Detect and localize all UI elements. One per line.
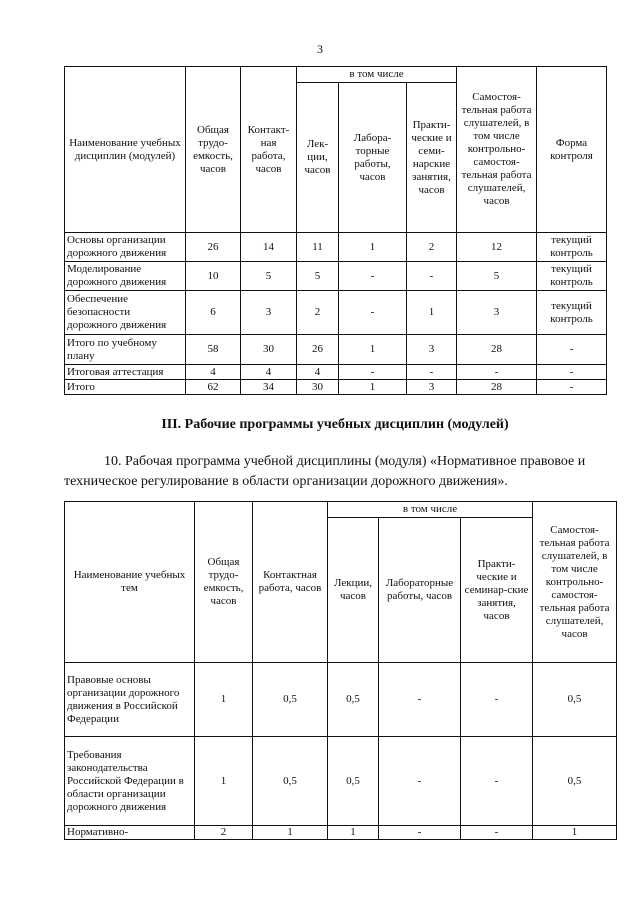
table-row [65, 663, 617, 737]
row-practice: - [461, 737, 533, 826]
row-lab: - [339, 291, 407, 335]
header-total: Общая трудо-емкость, часов [186, 67, 241, 233]
row-lectures: 26 [297, 335, 339, 365]
row-name: Правовые основы организации дорожного движения в Российской Федерации [65, 663, 195, 737]
row-self: 28 [457, 380, 537, 395]
header-lab: Лабораторные работы, часов [379, 518, 461, 663]
header-lectures: Лек-ции, часов [297, 83, 339, 233]
row-contact: 34 [241, 380, 297, 395]
row-practice: 3 [407, 380, 457, 395]
table-row [65, 380, 607, 395]
row-lectures: 2 [297, 291, 339, 335]
table-row [65, 737, 617, 826]
row-lab: - [339, 262, 407, 291]
row-self: 3 [457, 291, 537, 335]
row-self: 5 [457, 262, 537, 291]
table-row [65, 335, 607, 365]
row-total: 4 [186, 365, 241, 380]
row-total: 6 [186, 291, 241, 335]
header-practice: Практи-ческие и семинар-ские занятия, часов [461, 518, 533, 663]
row-contact: 4 [241, 365, 297, 380]
header-contact: Контактная работа, часов [253, 502, 328, 663]
row-lab: 1 [339, 380, 407, 395]
row-contact: 0,5 [253, 663, 328, 737]
table-row [65, 262, 607, 291]
header-incl: в том числе [297, 67, 457, 83]
row-total: 26 [186, 233, 241, 262]
row-total: 58 [186, 335, 241, 365]
header-self: Самостоя-тельная работа слушателей, в том числе контрольно-самостоя-тельная работа слушателей, часов [457, 67, 537, 233]
row-lab: 1 [339, 233, 407, 262]
row-practice: 1 [407, 291, 457, 335]
header-incl: в том числе [328, 502, 533, 518]
row-contact: 30 [241, 335, 297, 365]
row-lectures: 0,5 [328, 663, 379, 737]
section-title: III. Рабочие программы учебных дисциплин (модулей) [161, 417, 509, 432]
row-name: Нормативно- [65, 826, 195, 840]
row-lectures: 5 [297, 262, 339, 291]
row-contact: 0,5 [253, 737, 328, 826]
row-lectures: 30 [297, 380, 339, 395]
page-number: 3 [317, 42, 323, 56]
row-self: 1 [533, 826, 617, 840]
header-practice: Практи-ческие и семи-нарские занятия, часов [407, 83, 457, 233]
row-name: Основы организации дорожного движения [65, 233, 186, 262]
row-name: Итоговая аттестация [65, 365, 186, 380]
row-practice: - [461, 663, 533, 737]
header-name: Наименование учебных дисциплин (модулей) [65, 67, 186, 233]
row-lab: 1 [339, 335, 407, 365]
row-name: Требования законодательства Российской Федерации в области организации дорожного движения [65, 737, 195, 826]
table-row [65, 365, 607, 380]
row-self: 0,5 [533, 737, 617, 826]
row-name: Итого [65, 380, 186, 395]
row-total: 62 [186, 380, 241, 395]
header-control: Форма контроля [537, 67, 607, 233]
row-name: Обеспечение безопасности дорожного движения [65, 291, 186, 335]
row-lectures: 1 [328, 826, 379, 840]
row-practice: - [407, 262, 457, 291]
row-name: Моделирование дорожного движения [65, 262, 186, 291]
header-self: Самостоя-тельная работа слушателей, в том числе контрольно-самостоя-тельная работа слушателей, часов [533, 502, 617, 663]
row-practice: - [407, 365, 457, 380]
row-contact: 3 [241, 291, 297, 335]
header-name: Наименование учебных тем [65, 502, 195, 663]
row-total: 2 [195, 826, 253, 840]
row-self: 28 [457, 335, 537, 365]
header-lab: Лабора-торные работы, часов [339, 83, 407, 233]
row-lab: - [339, 365, 407, 380]
table-row [65, 826, 617, 840]
row-lectures: 11 [297, 233, 339, 262]
row-contact: 1 [253, 826, 328, 840]
topics-table [64, 501, 617, 840]
row-contact: 14 [241, 233, 297, 262]
row-self: - [457, 365, 537, 380]
table-row [65, 233, 607, 262]
row-lab: - [379, 737, 461, 826]
program-paragraph: 10. Рабочая программа учебной дисциплины (модуля) «Нормативное правовое и техническое регулирование в области организации дорожного движения». [64, 454, 586, 489]
row-lab: - [379, 663, 461, 737]
row-control: текущий контроль [537, 233, 607, 262]
row-control: - [537, 335, 607, 365]
row-control: - [537, 365, 607, 380]
row-lectures: 0,5 [328, 737, 379, 826]
header-lectures: Лекции, часов [328, 518, 379, 663]
row-control: текущий контроль [537, 291, 607, 335]
row-self: 0,5 [533, 663, 617, 737]
header-contact: Контакт-ная работа, часов [241, 67, 297, 233]
row-practice: 3 [407, 335, 457, 365]
row-total: 1 [195, 663, 253, 737]
row-practice: 2 [407, 233, 457, 262]
row-total: 10 [186, 262, 241, 291]
disciplines-table [64, 66, 607, 395]
row-control: - [537, 380, 607, 395]
row-lab: - [379, 826, 461, 840]
row-contact: 5 [241, 262, 297, 291]
row-practice: - [461, 826, 533, 840]
row-name: Итого по учебному плану [65, 335, 186, 365]
row-total: 1 [195, 737, 253, 826]
row-lectures: 4 [297, 365, 339, 380]
table-row [65, 291, 607, 335]
row-self: 12 [457, 233, 537, 262]
header-total: Общая трудо-емкость, часов [195, 502, 253, 663]
row-control: текущий контроль [537, 262, 607, 291]
